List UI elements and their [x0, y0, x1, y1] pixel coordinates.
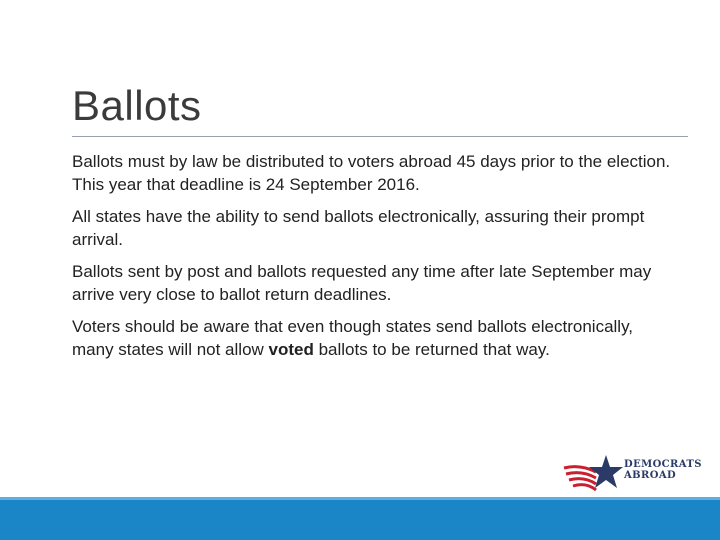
star-and-stripes-logo-icon	[562, 452, 624, 498]
title-divider	[72, 136, 688, 137]
paragraph-return-before: Voters should be aware that even though states send ballots electronically, many states will not allow	[72, 317, 634, 359]
footer-bar-accent	[0, 497, 720, 500]
logo-line-1: DEMOCRATS	[624, 459, 702, 470]
democrats-abroad-logo	[562, 452, 702, 498]
logo-line-2: ABROAD	[624, 470, 677, 481]
paragraph-return-bold: voted	[268, 340, 314, 359]
logo-text	[624, 459, 702, 481]
paragraph-electronic: All states have the ability to send ballots electronically, assuring their prompt arrival.	[72, 207, 645, 249]
paragraph-return-after: ballots to be returned that way.	[313, 340, 550, 359]
slide-title: Ballots	[72, 82, 202, 129]
slide-body	[72, 150, 672, 370]
paragraph-post: Ballots sent by post and ballots requested any time after late September may arrive very close to ballot return deadlines.	[72, 262, 652, 304]
paragraph-deadline: Ballots must by law be distributed to voters abroad 45 days prior to the election. This year that deadline is 24 September 2016.	[72, 152, 671, 194]
footer-bar	[0, 497, 720, 540]
paragraph-return	[72, 315, 672, 361]
